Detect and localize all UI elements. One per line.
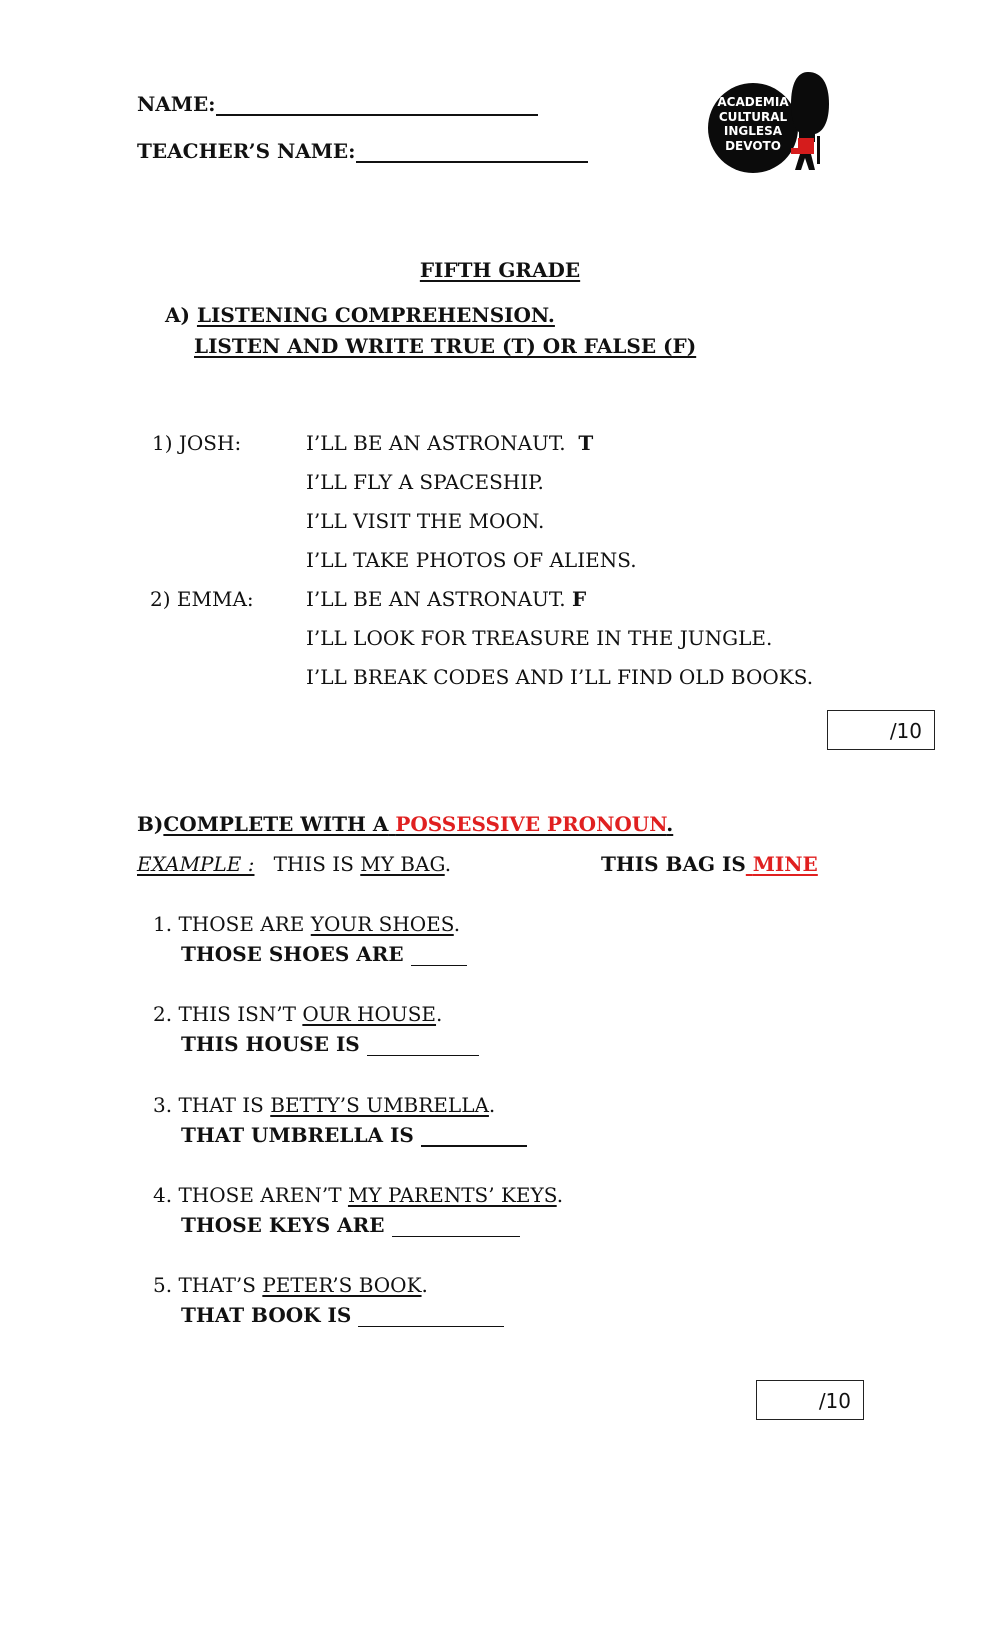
example-underlined: MY BAG xyxy=(360,852,445,876)
example-pre: THIS IS xyxy=(273,852,354,876)
academy-logo xyxy=(705,70,845,175)
name-label: NAME: xyxy=(137,92,216,116)
answer-row xyxy=(181,1123,527,1147)
score-box-a[interactable] xyxy=(827,710,935,750)
item-number: 1. xyxy=(153,912,173,936)
person-emma: 2) EMMA: xyxy=(150,587,254,611)
statement-text: I’LL FLY A SPACESHIP. xyxy=(306,470,544,494)
statement-text: I’LL LOOK FOR TREASURE IN THE JUNGLE. xyxy=(306,626,773,650)
score-a-text: /10 xyxy=(889,719,922,743)
item-post: . xyxy=(421,1273,428,1297)
list-item xyxy=(153,1002,442,1026)
item-post: . xyxy=(436,1002,443,1026)
example-answer xyxy=(601,852,818,876)
answer-label: THOSE SHOES ARE xyxy=(181,942,404,966)
statement-row xyxy=(306,548,637,572)
answer-row xyxy=(181,1032,479,1056)
list-item xyxy=(153,1273,428,1297)
score-b-text: /10 xyxy=(818,1389,851,1413)
item-number: 4. xyxy=(153,1183,173,1207)
item-underlined: MY PARENTS’ KEYS xyxy=(347,1183,557,1207)
answer-row xyxy=(181,942,467,966)
item-pre: THIS ISN’T xyxy=(178,1002,296,1026)
statement-text: I’LL BREAK CODES AND I’LL FIND OLD BOOKS. xyxy=(306,665,814,689)
example-answer-pre: THIS BAG IS xyxy=(601,852,746,876)
item-pre: THAT’S xyxy=(178,1273,263,1297)
item-underlined: BETTY’S UMBRELLA xyxy=(270,1093,489,1117)
teacher-name-label: TEACHER’S NAME: xyxy=(137,139,356,163)
logo-line-3: INGLESA xyxy=(723,124,783,138)
section-b-letter: B) xyxy=(137,812,164,836)
statement-text: I’LL TAKE PHOTOS OF ALIENS. xyxy=(306,548,637,572)
statement-text: I’LL BE AN ASTRONAUT. xyxy=(306,587,566,611)
answer-label: THAT UMBRELLA IS xyxy=(181,1123,414,1147)
answer-label: THIS HOUSE IS xyxy=(181,1032,360,1056)
item-post: . xyxy=(556,1183,564,1207)
answer-false[interactable]: F xyxy=(572,587,587,611)
answer-blank[interactable] xyxy=(358,1306,504,1327)
statement-row xyxy=(306,587,586,611)
list-item xyxy=(153,1093,495,1117)
example-post: . xyxy=(444,852,452,876)
item-underlined: OUR HOUSE xyxy=(302,1002,437,1026)
list-item xyxy=(153,912,460,936)
person-josh: 1) JOSH: xyxy=(152,431,242,455)
page-title: FIFTH GRADE xyxy=(419,258,581,282)
item-underlined: PETER’S BOOK xyxy=(262,1273,422,1297)
statement-text: I’LL VISIT THE MOON. xyxy=(306,509,545,533)
answer-blank[interactable] xyxy=(411,945,467,966)
answer-blank[interactable] xyxy=(392,1216,520,1237)
answer-true[interactable]: T xyxy=(578,431,594,455)
answer-blank[interactable] xyxy=(367,1035,479,1056)
statement-row xyxy=(306,665,813,689)
example-label: EXAMPLE : xyxy=(137,852,255,876)
score-box-b[interactable] xyxy=(756,1380,864,1420)
answer-row xyxy=(181,1303,504,1327)
section-b-heading xyxy=(137,812,673,836)
example-row xyxy=(137,852,451,876)
section-b-highlight: POSSESSIVE PRONOUN xyxy=(395,812,667,836)
name-blank[interactable] xyxy=(216,94,538,116)
item-post: . xyxy=(488,1093,496,1117)
teacher-name-field[interactable] xyxy=(137,139,588,163)
item-number: 5. xyxy=(153,1273,173,1297)
item-number: 2. xyxy=(153,1002,173,1026)
section-a-title: LISTENING COMPREHENSION. xyxy=(196,303,555,327)
section-a-instructions: LISTEN AND WRITE TRUE (T) OR FALSE (F) xyxy=(194,334,697,358)
logo-line-2: CULTURAL xyxy=(718,109,788,124)
item-underlined: YOUR SHOES xyxy=(310,912,454,936)
statement-text: I’LL BE AN ASTRONAUT. xyxy=(306,431,566,455)
statement-row xyxy=(306,509,544,533)
logo-line-1: ACADEMIA xyxy=(717,95,789,109)
section-b-title: COMPLETE WITH A xyxy=(163,812,389,836)
item-number: 3. xyxy=(153,1093,173,1117)
section-b-title-end: . xyxy=(666,812,674,836)
item-pre: THOSE AREN’T xyxy=(178,1183,342,1207)
statement-row xyxy=(306,431,593,455)
logo-line-4: DEVOTO xyxy=(725,138,781,153)
section-a-heading xyxy=(165,303,555,327)
name-field[interactable] xyxy=(137,92,538,116)
answer-label: THAT BOOK IS xyxy=(181,1303,352,1327)
answer-blank[interactable] xyxy=(421,1125,527,1147)
section-a-letter: A) xyxy=(165,303,190,327)
item-pre: THAT IS xyxy=(178,1093,264,1117)
example-answer-mine: MINE xyxy=(752,852,818,876)
answer-row xyxy=(181,1213,520,1237)
list-item xyxy=(153,1183,563,1207)
item-pre: THOSE ARE xyxy=(178,912,305,936)
statement-row xyxy=(306,470,544,494)
teacher-name-blank[interactable] xyxy=(356,141,588,163)
statement-row xyxy=(306,626,772,650)
item-post: . xyxy=(453,912,461,936)
answer-label: THOSE KEYS ARE xyxy=(181,1213,385,1237)
